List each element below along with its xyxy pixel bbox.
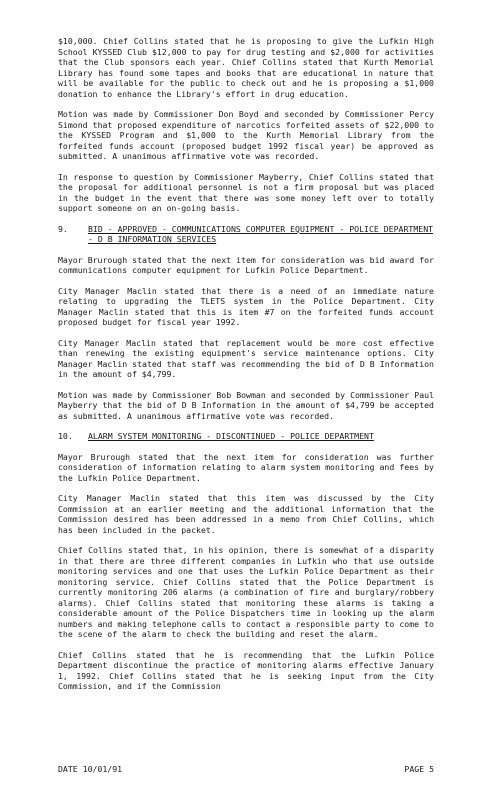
section-9-title: BID - APPROVED - COMMUNICATIONS COMPUTER EQUIPMENT - POLICE DEPARTMENT - D B INFORMATION SERVICES [88, 223, 434, 244]
paragraph-bid-intro: Mayor Brurough stated that the next item for consideration was bid award for communications computer equipment for Lufkin Police Department. [58, 254, 434, 275]
paragraph-replacement-cost: City Manager Maclin stated that replacement would be more cost effective than renewing the existing equipment's service maintenance options. City Manager Maclin stated that staff was recommending the bid of D B Information in the amount of $4,799. [58, 337, 434, 379]
section-10-heading [58, 431, 434, 442]
paragraph-motion-narcotics: Motion was made by Commissioner Don Boyd and seconded by Commissioner Percy Simond that proposed expenditure of narcotics forfeited assets of $22,000 to the KYSSED Program and $1,000 to the Kurth Memorial Library from the forfeited funds account (proposed budget 1992 fiscal year) be approved as submitted. A unanimous affirmative vote was recorded. [58, 109, 434, 161]
paragraph-kyssed-donation: $10,000. Chief Collins stated that he is proposing to give the Lufkin High School KYSSED Club $12,000 to pay for drug testing and $2,000 for activities that the Club sponsors each year. Chief Collins stated that Kurth Memorial Library has found some tapes and books that are educational in nature that will be available for the public to check out and he is proposing a $1,000 donation to enhance the Library's effort in drug education. [58, 36, 434, 99]
paragraph-alarm-recommendation: Chief Collins stated that he is recommending that the Lufkin Police Department discontinue the practice of monitoring alarms effective January 1, 1992. Chief Collins stated that he is seeking input from the City Commission, and if the Commission [58, 649, 434, 691]
paragraph-personnel-question: In response to question by Commissioner Mayberry, Chief Collins stated that the proposal for additional personnel is not a firm proposal but was placed in the budget in the event that there was some money left over to totally support someone on an on-going basis. [58, 171, 434, 213]
paragraph-alarm-intro: Mayor Brurough stated that the next item for consideration was further consideration of information relating to alarm system monitoring and fees by the Lufkin Police Department. [58, 451, 434, 483]
paragraph-alarm-memo: City Manager Maclin stated that this item was discussed by the City Commission at an earlier meeting and the additional information that the Commission desired has been addressed in a memo from Chief Collins, which has been included in the packet. [58, 493, 434, 535]
section-9-number: 9. [58, 223, 68, 234]
paragraph-bid-motion: Motion was made by Commissioner Bob Bowman and seconded by Commissioner Paul Mayberry that the bid of D B Information in the amount of $4,799 be accepted as submitted. A unanimous affirmative vote was recorded. [58, 389, 434, 421]
section-10-title: ALARM SYSTEM MONITORING - DISCONTINUED - POLICE DEPARTMENT [88, 431, 374, 441]
section-9-heading [58, 224, 434, 245]
footer-date: DATE 10/01/91 [58, 764, 123, 774]
footer-page-number: PAGE 5 [404, 764, 434, 774]
page-footer [58, 764, 434, 775]
paragraph-tlets-upgrade: City Manager Maclin stated that there is a need of an immediate nature relating to upgrading the TLETS system in the Police Department. City Manager Maclin stated that this is item #7 on the forfeited funds account proposed budget for fiscal year 1992. [58, 285, 434, 327]
section-10-number: 10. [58, 431, 73, 441]
document-body [58, 36, 434, 702]
paragraph-alarm-disparity: Chief Collins stated that, in his opinion, there is somewhat of a disparity in that there are three different companies in Lufkin who that use outside monitoring services and one that uses the Lufkin Police Department as their monitoring service. Chief Collins stated that the Police Department is currently monitoring 206 alarms (a combination of fire and burglary/robbery alarms). Chief Collins stated that monitoring these alarms is taking a considerable amount of the Police Dispatchers time in looking up the alarm numbers and making telephone calls to contact a responsible party to come to the scene of the alarm to check the building and reset the alarm. [58, 545, 434, 639]
